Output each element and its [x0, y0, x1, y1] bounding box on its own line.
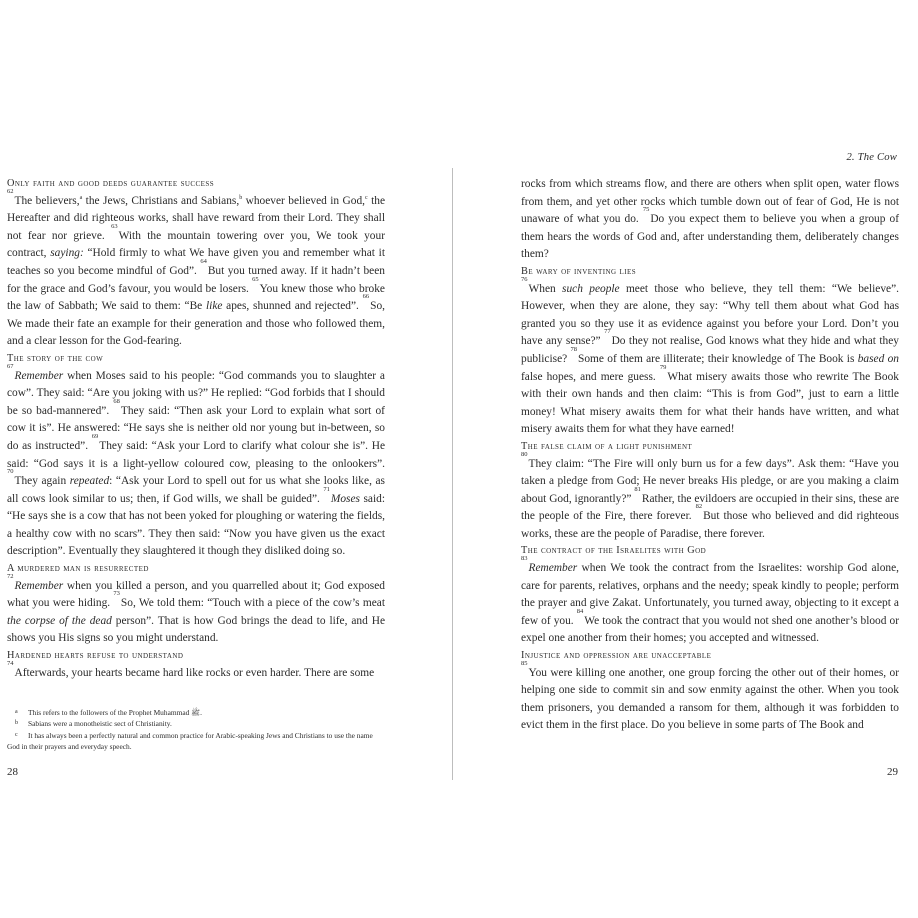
verse-number: 70 — [7, 468, 14, 476]
verse-text: They said: “Then ask your Lord to explain what sort of cow it is”. He answered: “He says she is neither old nor young but in-between, so do as instructed”. — [7, 404, 385, 452]
verse-number: 62 — [7, 187, 14, 195]
verse-text: Do they not realise, God knows what they hide and what they publicise? — [521, 335, 899, 365]
verse-text: person”. That is how God brings the dead to life, and He shows you His signs so you might understand. — [7, 614, 386, 645]
verse-number: 71 — [323, 485, 330, 493]
verse-text: when Moses said to his people: “God commands you to slaughter a cow”. They said: “Are you joking with us?” He replied: “God forbids that I should be so bad-mannered”. — [7, 369, 385, 417]
verse-number: 82 — [695, 503, 703, 511]
verse-text: : “Ask your Lord to spell out for us what she looks like, as all cows look similar to us; then, if God wills, we shall be guided”. — [7, 475, 385, 505]
section-heading: Only faith and good deeds guarantee success — [7, 178, 215, 189]
right-page — [455, 0, 918, 918]
verse-emphasis: saying: — [50, 247, 84, 260]
verse-text: when you killed a person, and you quarrelled about it; God exposed what you were hiding. — [7, 579, 385, 610]
verse-text: They said: “Ask your Lord to clarify what colour she is”. He said: “God says it is a light-yellow coloured cow, pleasing to the onlookers”. — [7, 439, 385, 470]
verse-number: 66 — [362, 293, 370, 301]
verse-text: But you turned away. If it hadn’t been for the grace and God’s favour, you would be losers. — [7, 264, 385, 295]
verse-number: 72 — [7, 572, 14, 580]
footnote-marker: c — [365, 194, 368, 201]
verse-text: The believers, — [14, 194, 80, 207]
verse-text: meet those who believe, they tell them: “We believe”. However, when they are alone, they say: “Why tell them about what God has granted you so they use it as evidence against you before your Lord. Don’t you have any sense?” — [521, 282, 899, 348]
section-heading: Injustice and oppression are unacceptable — [521, 650, 712, 662]
verse-paragraph — [521, 555, 900, 648]
gutter-divider — [452, 168, 453, 780]
verse-text: So, We told them: “Touch with a piece of the cow’s meat — [120, 597, 385, 610]
verse-text: We took the contract that you would not shed one another’s blood or expel one another from their homes; you accepted and witnessed. — [521, 614, 900, 645]
verse-emphasis: Remember — [14, 579, 64, 592]
page-number: 28 — [7, 766, 18, 778]
verse-paragraph — [7, 362, 385, 562]
footnote-mark: a — [15, 709, 18, 715]
verse-paragraph — [521, 275, 899, 439]
section-heading: Be wary of inventing lies — [521, 265, 637, 277]
verse-paragraph — [7, 659, 385, 683]
verse-emphasis: Remember — [14, 369, 64, 382]
verse-text: the Hereafter and did righteous works, shall have reward from their Lord. They shall not fear nor grieve. — [7, 194, 386, 242]
verse-text: the Jews, Christians and Sabians, — [82, 194, 240, 207]
verse-number: 68 — [113, 397, 120, 405]
verse-text: You knew those who broke the law of Sabbath; We said to them: “Be — [7, 282, 385, 313]
footnote-text: It has always been a perfectly natural and common practice for Arabic-speaking Jews and Christians to use the name God in their prayers and everyday speech. — [7, 730, 373, 752]
verse-text: When — [528, 282, 563, 295]
verse-paragraph — [7, 187, 386, 351]
verse-paragraph — [521, 176, 899, 264]
verse-text: Afterwards, your hearts became hard like rocks or even harder. There are some — [14, 666, 375, 679]
verse-text: whoever believed in God, — [242, 194, 365, 207]
left-text-column — [7, 176, 385, 682]
page-number: 29 — [887, 766, 898, 778]
verse-number: 75 — [642, 206, 650, 214]
verse-text: With the mountain towering over you, We took your contract, — [7, 229, 385, 260]
verse-number: 79 — [659, 363, 667, 371]
verse-number: 67 — [7, 362, 14, 370]
right-text-column — [521, 176, 899, 735]
verse-number: 81 — [634, 485, 641, 493]
section-heading: The false claim of a light punishment — [521, 440, 693, 452]
verse-text: They again — [14, 475, 70, 488]
verse-text: “Hold firmly to what We have given you and remember what it teaches so you become mindful of God”. — [7, 247, 385, 277]
footnote — [7, 707, 385, 718]
verse-number: 84 — [576, 607, 584, 615]
verse-text: Some of them are illiterate; their knowledge of The Book is — [578, 352, 858, 365]
verse-emphasis: repeated — [69, 475, 110, 488]
verse-text: said: “He says she is a cow that has not been yoked for ploughing or watering the fields, a healthy cow with no scars”. They then said: “Now you have given us the exact description”. Eventually they slaughtered it though they disliked doing so. — [7, 492, 385, 558]
section-heading: Hardened hearts refuse to understand — [7, 650, 184, 662]
footnote-mark: b — [15, 720, 18, 727]
verse-emphasis: like — [205, 300, 223, 313]
verse-emphasis: Remember — [528, 562, 578, 575]
verse-text: What misery awaits those who rewrite The Book with their own hands and then claim: “This is from God”, just to earn a little money! What misery awaits them for what their hands have written, and what misery awaits them for what they have earned! — [521, 370, 899, 436]
verse-emphasis: based on — [857, 352, 899, 365]
verse-number: 78 — [570, 345, 577, 353]
footnote — [7, 730, 385, 753]
verse-number: 77 — [604, 328, 611, 336]
verse-text: Do you expect them to believe you when a group of them hears the words of God and, after understanding them, deliberately changes them? — [521, 213, 899, 261]
footnote-marker: b — [239, 194, 243, 201]
verse-paragraph — [521, 659, 899, 735]
verse-text: rocks from which streams flow, and there are others when split open, water flows from them, and yet other rocks which tumble down out of fear of God, He is not unaware of what you do. — [521, 178, 899, 226]
verse-number: 76 — [521, 275, 528, 283]
verse-number: 85 — [521, 659, 528, 667]
footnote — [7, 718, 385, 729]
verse-number: 80 — [521, 450, 528, 458]
footnote-text: Sabians were a monotheistic sect of Christianity. — [28, 719, 172, 729]
verse-text: So, We made their fate an example for their generation and those who followed them, and a clear lesson for the God-fearing. — [7, 300, 386, 348]
section-heading: The story of the cow — [7, 352, 104, 364]
verse-paragraph — [7, 572, 386, 648]
verse-paragraph — [521, 450, 899, 544]
verse-text: You were killing one another, one group forcing the other out of their homes, or helping one side to commit sin and sow enmity against the other. When you took them prisoners, you demanded a ransom for them, although it was forbidden to evict them in the first place. Do you believe in some parts of The Book and — [521, 666, 899, 732]
verse-text: But those who believed and did righteous works, these are the people of Paradise, there forever. — [521, 510, 899, 540]
verse-emphasis: such people — [562, 282, 620, 295]
footnote-mark: c — [15, 731, 18, 738]
verse-number: 64 — [200, 257, 207, 265]
verse-text: when We took the contract from the Israelites: worship God alone, care for parents, relatives, orphans and the needy; speak kindly to people; perform the prayer and give Zakat. Unfortunately, you turned away, objecting to it except a few of you. — [521, 562, 899, 627]
verse-text: apes, shunned and rejected”. — [222, 300, 363, 313]
verse-number: 83 — [521, 555, 528, 563]
running-head: 2. The Cow — [846, 152, 897, 163]
verse-number: 74 — [7, 659, 14, 667]
footnotes — [7, 707, 385, 753]
verse-number: 69 — [91, 432, 99, 440]
verse-text: Rather, the evildoers are occupied in their sins, these are the people of the Fire, there forever. — [521, 492, 899, 523]
footnote-text: This refers to the followers of the Prophet Muhammad ﷺ. — [28, 708, 202, 717]
verse-text: false hopes, and mere guess. — [521, 370, 660, 383]
section-heading: The contract of the Israelites with God — [521, 545, 707, 557]
left-page — [0, 0, 450, 918]
footnote-marker: a — [79, 194, 83, 201]
verse-number: 63 — [111, 222, 118, 230]
verse-number: 65 — [252, 275, 259, 283]
verse-emphasis: Moses — [330, 492, 360, 505]
section-heading: A murdered man is resurrected — [7, 563, 149, 575]
verse-emphasis: the corpse of the dead — [7, 614, 112, 627]
verse-number: 73 — [113, 590, 120, 598]
verse-text: They claim: “The Fire will only burn us for a few days”. Ask them: “Have you taken a pledge from God; He never breaks His pledge, or are you making a claim about God, ignorantly?” — [521, 457, 899, 505]
